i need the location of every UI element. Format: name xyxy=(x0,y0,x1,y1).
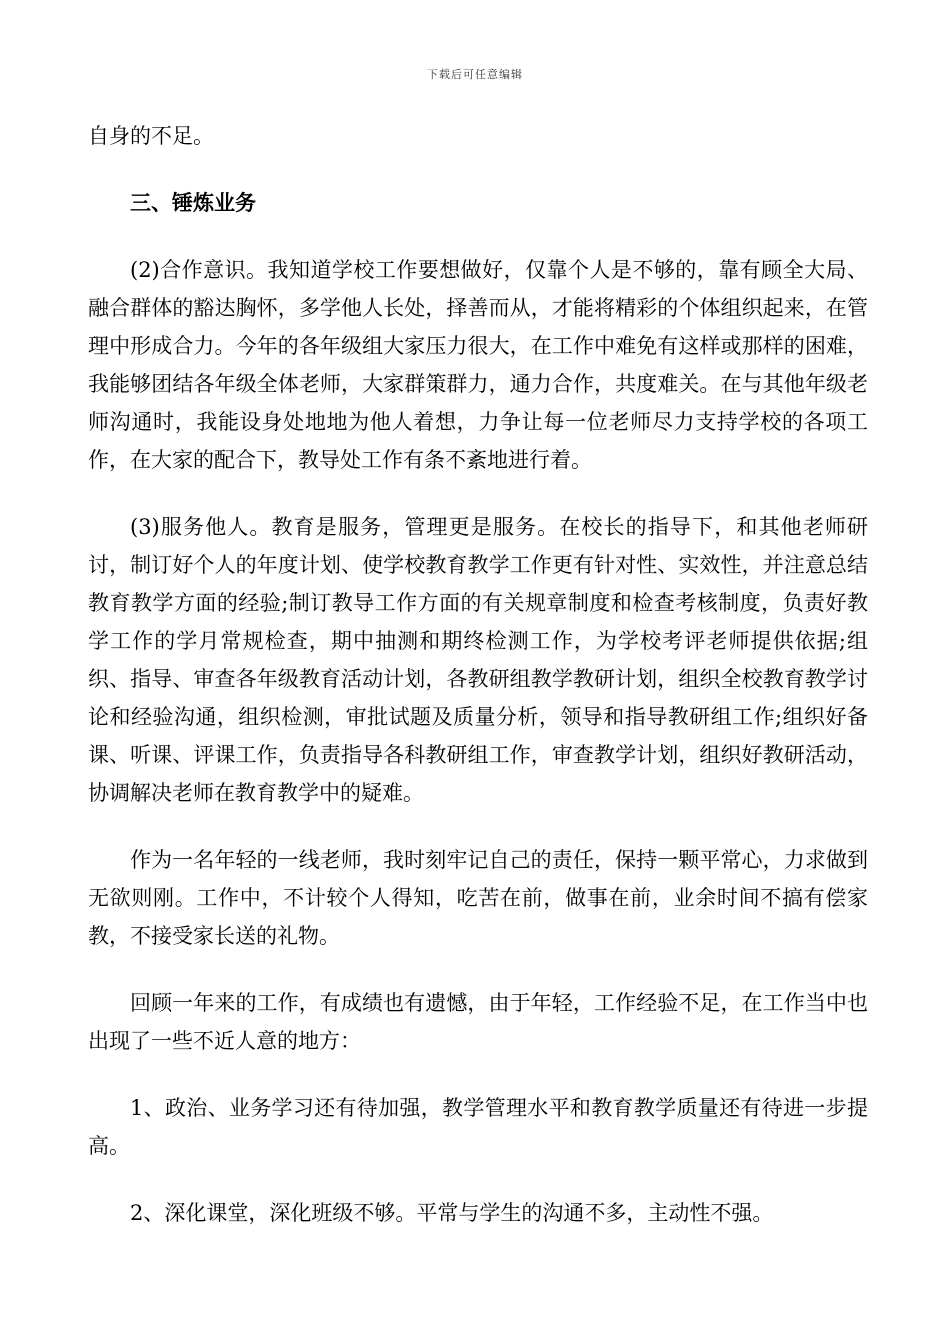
paragraph-service: (3)服务他人。教育是服务，管理更是服务。在校长的指导下，和其他老师研讨，制订好个人的年度计划、使学校教育教学工作更有针对性、实效性，并注意总结教育教学方面的经验;制订教导工作方面的有关规章制度和检查考核制度，负责好教学工作的学月常规检查，期中抽测和期终检测工作，为学校考评老师提供依据;组织、指导、审查各年级教育活动计划，各教研组教学教研计划，组织全校教育教学讨论和经验沟通，组织检测，审批试题及质量分析，领导和指导教研组工作;组织好备课、听课、评课工作，负责指导各科教研组工作，审查教学计划，组织好教研活动，协调解决老师在教育教学中的疑难。 xyxy=(88,515,868,805)
section-heading: 三、锤炼业务 xyxy=(130,190,256,215)
document-body xyxy=(88,117,868,1261)
header-note: 下载后可任意编辑 xyxy=(427,68,523,81)
paragraph-cooperation: (2)合作意识。我知道学校工作要想做好，仅靠个人是不够的，靠有顾全大局、融合群体的豁达胸怀，多学他人长处，择善而从，才能将精彩的个体组织起来，在管理中形成合力。今年的各年级组大家压力很大，在工作中难免有这样或那样的困难，我能够团结各年级全体老师，大家群策群力，通力合作，共度难关。在与其他年级老师沟通时，我能设身处地地为他人着想，力争让每一位老师尽力支持学校的各项工作，在大家的配合下，教导处工作有条不紊地进行着。 xyxy=(88,258,868,472)
list-item-2: 2、深化课堂，深化班级不够。平常与学生的沟通不多，主动性不强。 xyxy=(130,1201,774,1225)
list-item-1: 1、政治、业务学习还有待加强，教学管理水平和教育教学质量还有待进一步提高。 xyxy=(88,1096,868,1158)
paragraph-continuation: 自身的不足。 xyxy=(88,124,214,148)
paragraph-self-discipline: 作为一名年轻的一线老师，我时刻牢记自己的责任，保持一颗平常心，力求做到无欲则刚。工作中，不计较个人得知，吃苦在前，做事在前，业余时间不搞有偿家教，不接受家长送的礼物。 xyxy=(88,848,868,948)
paragraph-review: 回顾一年来的工作，有成绩也有遗憾，由于年轻，工作经验不足，在工作当中也出现了一些不近人意的地方： xyxy=(88,991,868,1053)
